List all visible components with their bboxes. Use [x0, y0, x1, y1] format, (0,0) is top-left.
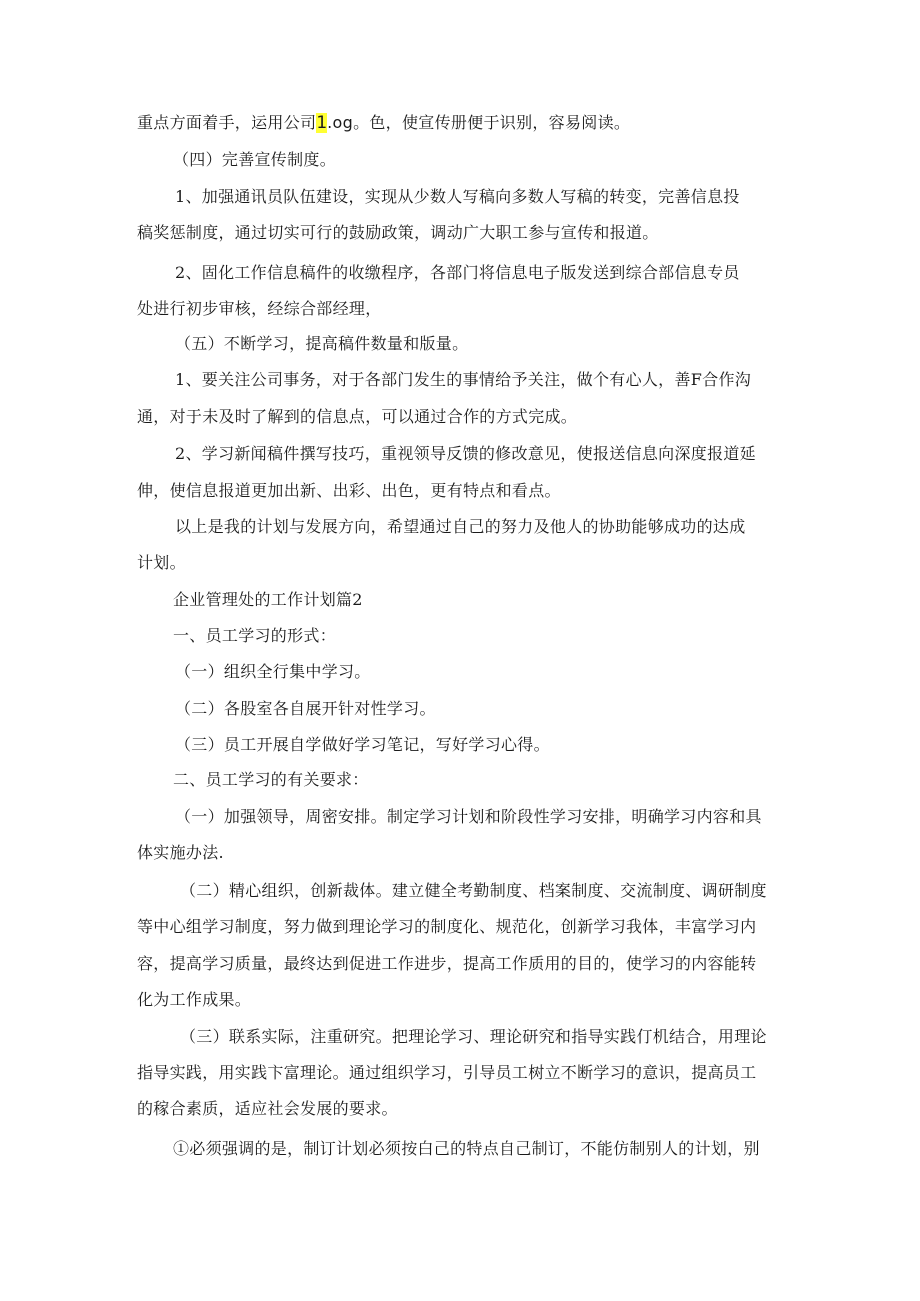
paragraph-line: 稿奖惩制度，通过切实可行的鼓励政策，调动广大职工参与宣传和报道。 [137, 223, 659, 242]
section-heading: （四）完善宣传制度。 [173, 150, 337, 169]
paragraph-line: 等中心组学习制度，努力做到理论学习的制度化、规范化，创新学习我体，丰富学习内 [137, 917, 757, 936]
paragraph-line: 伸，使信息报道更加出新、出彩、出色，更有特点和看点。 [137, 481, 561, 500]
paragraph-line: 化为工作成果。 [137, 990, 252, 1009]
paragraph-line: （三）联系实际，注重研究。把理论学习、理论研究和指导实践仃机结合，用理论 [180, 1027, 767, 1046]
document-title: 企业管理处的工作计划篇2 [173, 590, 363, 609]
section-heading: （五）不断学习，提高稿件数量和版量。 [175, 334, 469, 353]
paragraph-line: 2、学习新闻稿件撰写技巧，重视领导反馈的修改意见，使报送信息向深度报道延 [175, 444, 756, 463]
paragraph-line: 通，对于未及时了解到的信息点，可以通过合作的方式完成。 [137, 407, 578, 426]
paragraph-line: 以上是我的计划与发展方向，希望通过自己的努力及他人的协助能够成功的达成 [175, 517, 746, 536]
section-heading: 一、员工学习的形式： [173, 626, 337, 645]
list-item: （三）员工开展自学做好学习笔记，写好学习心得。 [175, 735, 550, 754]
list-item: （二）各股室各自展开针对性学习。 [175, 699, 436, 718]
paragraph-line: 容，提高学习质量，最终达到促进工作进步，提高工作质用的目的，使学习的内容能转 [137, 954, 757, 973]
list-item: （一）组织全行集中学习。 [175, 662, 371, 681]
paragraph-line: 处进行初步审核，经综合部经理， [137, 299, 382, 318]
paragraph-line: 的稼合素质，适应社会发展的要求。 [137, 1099, 398, 1118]
paragraph-line: （一）加强领导，周密安排。制定学习计划和阶段性学习安排，明确学习内容和具 [175, 807, 762, 826]
text-line [137, 112, 790, 134]
paragraph-line: 2、固化工作信息稿件的收缴程序，各部门将信息电子版发送到综合部信息专员 [175, 263, 740, 282]
text-segment: .og。色，使宣传册便于识别，容易阅读。 [327, 113, 631, 132]
paragraph-line: 1、要关注公司事务，对于各部门发生的事情给予关注，做个有心人，善F合作沟 [175, 370, 752, 389]
section-heading: 二、员工学习的有关要求： [173, 770, 369, 789]
paragraph-line: 指导实践，用实践卞富理论。通过组织学习，引导员工树立不断学习的意识，提高员工 [137, 1063, 757, 1082]
paragraph-line: 计划。 [137, 553, 186, 572]
paragraph-line: （二）精心组织，创新裁体。建立健全考勤制度、档案制度、交流制度、调研制度 [180, 881, 767, 900]
highlighted-text: 1 [316, 113, 328, 133]
paragraph-line: ①必须强调的是，制订计划必须按白己的特点自己制订，不能仿制别人的计划，别 [173, 1139, 760, 1158]
text-segment: 重点方面着手，运用公司 [137, 113, 317, 132]
paragraph-line: 体实施办法. [137, 843, 224, 862]
paragraph-line: 1、加强通讯员队伍建设，实现从少数人写稿向多数人写稿的转变，完善信息投 [175, 187, 740, 206]
